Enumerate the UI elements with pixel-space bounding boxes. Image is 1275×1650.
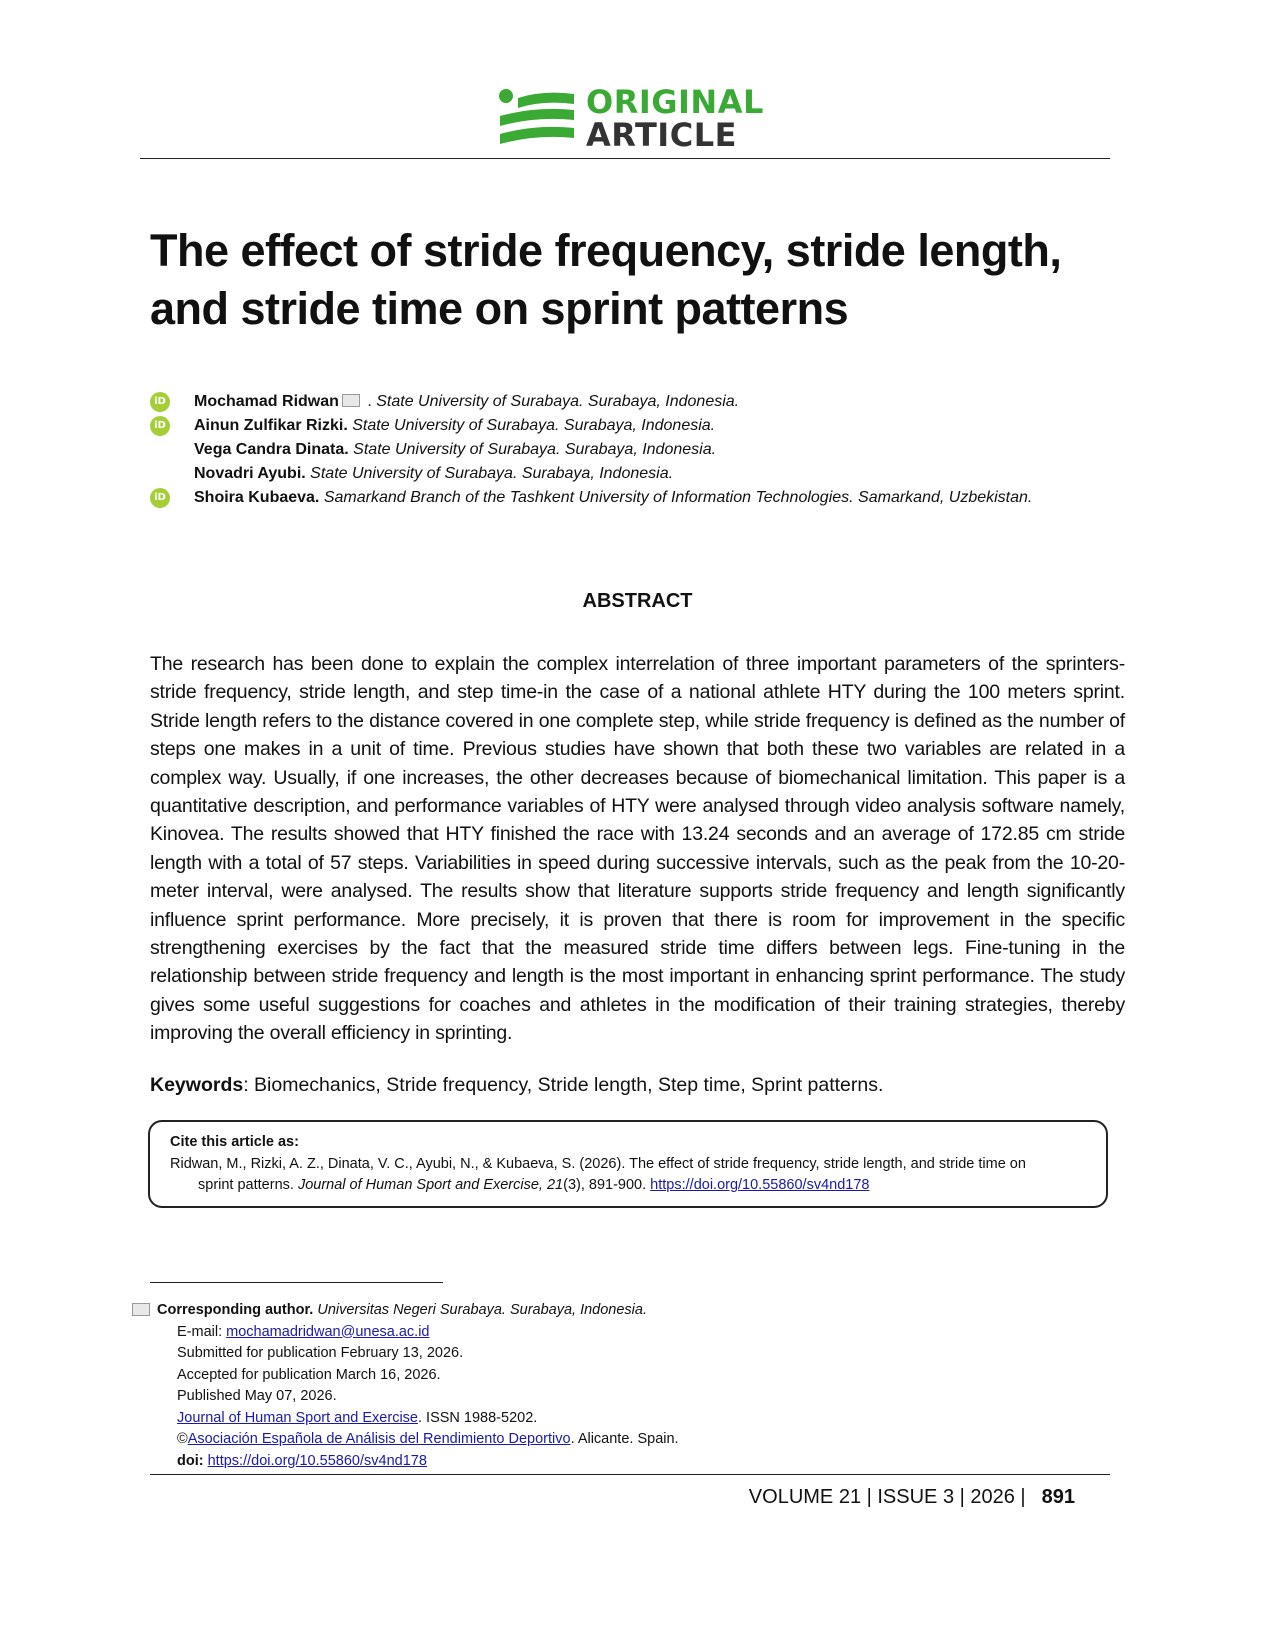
author-name: Shoira Kubaeva. [194, 489, 320, 506]
footnote [132, 1300, 679, 1472]
citation-doi-link[interactable]: https://doi.org/10.55860/sv4nd178 [650, 1177, 870, 1193]
author-row [150, 486, 1150, 510]
copyright-symbol: © [177, 1431, 188, 1447]
footer-rule [150, 1474, 1110, 1475]
keywords-label: Keywords [150, 1074, 244, 1096]
keywords [150, 1071, 1125, 1099]
publisher-location: . Alicante. Spain. [570, 1431, 679, 1447]
email-link[interactable]: mochamadridwan@unesa.ac.id [226, 1323, 430, 1340]
citation-text [170, 1154, 1085, 1196]
issn-text: . ISSN 1988-5202. [418, 1409, 538, 1426]
logo-stripes-icon [498, 88, 576, 148]
footnote-rule [150, 1282, 443, 1283]
author-affiliation: State University of Surabaya. Surabaya, Indonesia. [376, 393, 740, 410]
author-name: Novadri Ayubi. [194, 465, 306, 482]
page-footer [749, 1486, 1075, 1509]
published-line: Published May 07, 2026. [177, 1388, 337, 1404]
author-row: iD Mochamad Ridwan . State University of Surabaya. Surabaya, Indonesia. [150, 390, 1150, 414]
corresponding-label: Corresponding author. [157, 1302, 314, 1318]
author-row [150, 462, 1150, 486]
doi-label: doi: [177, 1452, 208, 1469]
orcid-icon[interactable]: iD [150, 392, 170, 412]
citation-journal: Journal of Human Sport and Exercise, 21 [297, 1177, 564, 1193]
author-name: Mochamad Ridwan [194, 393, 339, 410]
abstract-heading: ABSTRACT [582, 590, 693, 612]
citation-line1: Ridwan, M., Rizki, A. Z., Dinata, V. C., Ayubi, N., & Kubaeva, S. (2026). The effect of stride frequency, stride length, and stride time on [170, 1156, 1026, 1172]
orcid-icon[interactable]: iD [150, 416, 170, 436]
volume-info: VOLUME 21 | ISSUE 3 | 2026 | [748, 1486, 1026, 1508]
email-line [132, 1322, 679, 1344]
doi-line [132, 1451, 679, 1473]
author-affiliation: Samarkand Branch of the Tashkent University of Information Technologies. Samarkand, Uzbekistan. [323, 489, 1033, 506]
logo-text-original: ORIGINAL [586, 83, 764, 121]
publisher-link[interactable]: Asociación Española de Análisis del Rendimiento Deportivo [187, 1431, 571, 1447]
doi-link[interactable]: https://doi.org/10.55860/sv4nd178 [207, 1452, 427, 1469]
citation-heading: Cite this article as: [170, 1134, 299, 1150]
author-row [150, 438, 1150, 462]
envelope-icon[interactable] [342, 394, 360, 407]
page-number: 891 [1041, 1486, 1075, 1508]
journal-link[interactable]: Journal of Human Sport and Exercise [177, 1409, 418, 1426]
author-name: Ainun Zulfikar Rizki. [194, 417, 348, 434]
envelope-icon [132, 1303, 150, 1316]
article-title: The effect of stride frequency, stride length, and stride time on sprint patterns [150, 225, 1062, 334]
original-article-logo [498, 83, 768, 154]
citation-title-end: sprint patterns. [198, 1177, 298, 1193]
author-list [150, 390, 1150, 510]
author-name: Vega Candra Dinata. [194, 441, 349, 458]
submitted-line: Submitted for publication February 13, 2026. [177, 1345, 464, 1361]
corresponding-author-line [132, 1300, 679, 1322]
accepted-line: Accepted for publication March 16, 2026. [177, 1366, 441, 1383]
citation-box [148, 1120, 1108, 1208]
citation-issue-pages: (3), 891-900. [563, 1177, 651, 1193]
header-rule [140, 158, 1110, 159]
keywords-list: : Biomechanics, Stride frequency, Stride length, Step time, Sprint patterns. [243, 1074, 884, 1096]
email-label: E-mail: [177, 1323, 227, 1340]
copyright-line [132, 1429, 679, 1451]
journal-line [132, 1408, 679, 1430]
citation-line2 [170, 1175, 1085, 1196]
author-affiliation: State University of Surabaya. Surabaya, Indonesia. [353, 441, 717, 458]
author-affiliation: State University of Surabaya. Surabaya, Indonesia. [310, 465, 674, 482]
author-row [150, 414, 1150, 438]
logo-text-article: ARTICLE [586, 116, 737, 154]
author-affiliation: State University of Surabaya. Surabaya, Indonesia. [352, 417, 716, 434]
orcid-icon[interactable]: iD [150, 488, 170, 508]
corresponding-affiliation: Universitas Negeri Surabaya. Surabaya, Indonesia. [317, 1302, 647, 1318]
abstract-body: The research has been done to explain the complex interrelation of three important parameters of the sprinters-stride frequency, stride length, and step time-in the case of a national athlete HTY during the 100 meters sprint. Stride length refers to the distance covered in one complete step, while stride frequency is defined as the number of steps one makes in a unit of time. Previous studies have shown that both these two variables are related in a complex way. Usually, if one increases, the other decreases because of biomechanical limitation. This paper is a quantitative description, and performance variables of HTY were analysed through video analysis software namely, Kinovea. The results showed that HTY finished the race with 13.24 seconds and an average of 172.85 cm stride length with a total of 57 steps. Variabilities in speed during successive intervals, such as the peak from the 10-20-meter interval, were analysed. The results show that literature supports stride frequency and length significantly influence sprint performance. More precisely, it is proven that there is room for improvement in the specific strengthening exercises by the fact that the measured stride time differs between legs. Fine-tuning in the relationship between stride frequency and length is the most important in enhancing sprint performance. The study gives some useful suggestions for coaches and athletes in the modification of their training strategies, thereby improving the overall efficiency in sprinting. [150, 653, 1125, 1045]
